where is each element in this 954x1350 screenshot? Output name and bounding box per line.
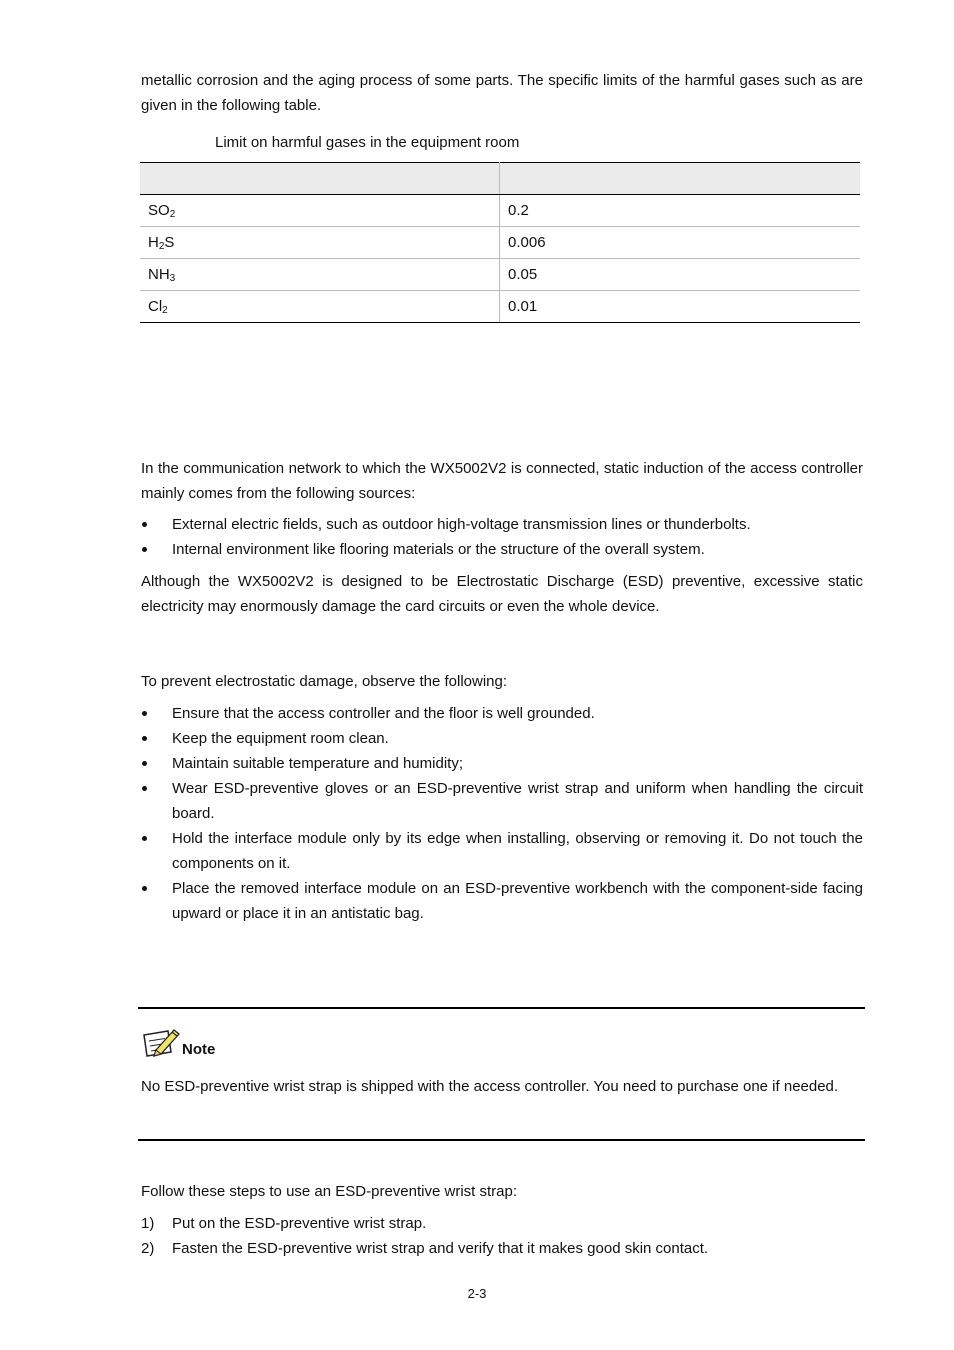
list-item: Internal environment like flooring materials or the structure of the overall system.	[172, 541, 705, 558]
limit-cell: 0.2	[500, 195, 861, 227]
limit-cell: 0.01	[500, 291, 861, 323]
list-item: Keep the equipment room clean.	[172, 730, 389, 747]
note-bottom-rule	[138, 1139, 865, 1141]
list-item: Maintain suitable temperature and humidity;	[172, 755, 463, 772]
note-pencil-icon	[141, 1026, 181, 1058]
list-item: 1) Put on the ESD-preventive wrist strap.	[141, 1215, 427, 1232]
note-label: Note	[182, 1041, 216, 1058]
gas-cell: $H_2S$	[140, 227, 500, 259]
static-intro: In the communication network to which the WX5002V2 is connected, static induction of the access controller mainly comes from the following sources:	[141, 460, 863, 502]
page-number: 2-3	[467, 1286, 487, 1301]
prevention-list	[141, 701, 863, 926]
gas-cell: $NH_3$	[140, 259, 500, 291]
gas-cell: $SO_2$	[140, 195, 500, 227]
list-item: Hold the interface module only by its edge when installing, observing or removing it. Do not touch the components on it.	[172, 830, 863, 872]
table-header-gas	[140, 163, 500, 195]
limit-cell: 0.05	[500, 259, 861, 291]
harmful-gas-table	[140, 162, 860, 323]
table-row	[140, 195, 860, 227]
wrist-strap-steps	[141, 1211, 863, 1261]
list-item: Place the removed interface module on an ESD-preventive workbench with the component-side facing upward or place it in an antistatic bag.	[172, 880, 863, 922]
note-text: No ESD-preventive wrist strap is shipped with the access controller. You need to purchase one if needed.	[141, 1078, 839, 1095]
table-row	[140, 259, 860, 291]
gas-cell: $Cl_2$	[140, 291, 500, 323]
table-caption: Limit on harmful gases in the equipment room	[215, 134, 520, 151]
prevention-intro: To prevent electrostatic damage, observe the following:	[141, 673, 508, 690]
static-sources-list	[141, 512, 863, 562]
table-row	[140, 227, 860, 259]
list-item: Ensure that the access controller and the floor is well grounded.	[172, 705, 595, 722]
list-item: 2) Fasten the ESD-preventive wrist strap and verify that it makes good skin contact.	[141, 1240, 709, 1257]
static-summary: Although the WX5002V2 is designed to be Electrostatic Discharge (ESD) preventive, excessive static electricity may enormously damage the card circuits or even the whole device.	[141, 573, 863, 615]
intro-paragraph: metallic corrosion and the aging process of some parts. The specific limits of the harmful gases such as are given in the following table.	[141, 72, 863, 114]
table-header-limit	[500, 163, 861, 195]
limit-cell: 0.006	[500, 227, 861, 259]
wrist-strap-intro: Follow these steps to use an ESD-preventive wrist strap:	[141, 1183, 517, 1200]
list-item: External electric fields, such as outdoor high-voltage transmission lines or thunderbolts.	[172, 516, 751, 533]
table-header-row	[140, 163, 860, 195]
note-top-rule	[138, 1007, 865, 1009]
list-item: Wear ESD-preventive gloves or an ESD-preventive wrist strap and uniform when handling the circuit board.	[172, 780, 863, 822]
table-row	[140, 291, 860, 323]
